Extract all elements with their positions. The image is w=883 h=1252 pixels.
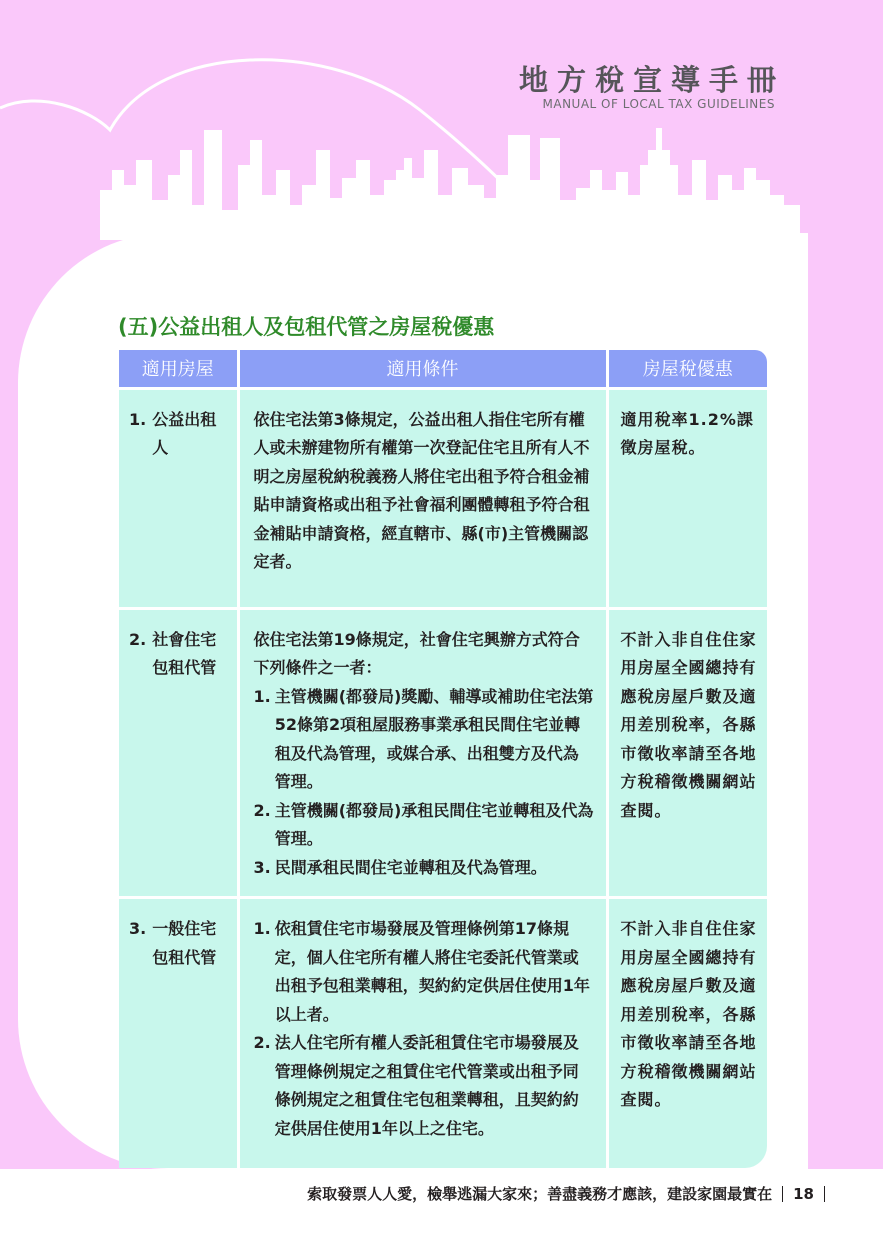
footer-slogan: 索取發票人人愛，檢舉逃漏大家來；善盡義務才應該，建設家園最實在 <box>307 1185 773 1203</box>
footer-band <box>0 1169 883 1252</box>
list-item: 3. 民間承租民間住宅並轉租及代為管理。 <box>253 857 547 877</box>
tax-benefit-table <box>119 350 767 1168</box>
benefit-cell <box>607 898 767 1168</box>
section-title: (五)公益出租人及包租代管之房屋稅優惠 <box>118 315 495 339</box>
benefit-cell <box>607 608 767 898</box>
benefit-text: 不計入非自住住家用房屋全國總持有應稅房屋戶數及適用差別稅率，各縣市徵收率請至各地方稅稽徵機關網站查閱。 <box>620 919 757 1109</box>
footer-divider <box>782 1186 783 1202</box>
row-number: 1. <box>129 409 147 429</box>
table-row <box>119 388 767 608</box>
benefit-text: 不計入非自住住家用房屋全國總持有應稅房屋戶數及適用差別稅率，各縣市徵收率請至各地方稅稽徵機關網站查閱。 <box>620 629 757 820</box>
conditions-cell <box>238 388 607 608</box>
header-applicable-house: 適用房屋 <box>119 350 238 388</box>
condition-intro: 依住宅法第19條規定，社會住宅興辦方式符合下列條件之一者： <box>253 629 580 677</box>
house-type-cell <box>119 898 238 1168</box>
manual-title: 地方稅宣導手冊 <box>518 63 785 97</box>
house-type-cell <box>119 388 238 608</box>
page-footer <box>307 1183 835 1204</box>
condition-text: 依住宅法第3條規定，公益出租人指住宅所有權人或未辦建物所有權第一次登記住宅且所有人不明之房屋稅納稅義務人將住宅出租予符合租金補貼申請資格或出租予社會福利團體轉租予符合租金補貼申請資格，經直轄市、縣(市)主管機關認定者。 <box>253 409 590 571</box>
header-applicable-conditions: 適用條件 <box>238 350 607 388</box>
house-type-cell <box>119 608 238 898</box>
manual-subtitle: MANUAL OF LOCAL TAX GUIDELINES <box>542 97 775 111</box>
benefit-cell <box>607 388 767 608</box>
house-type: 社會住宅包租代管 <box>152 629 217 677</box>
page-number: 18 <box>793 1184 814 1203</box>
table-row <box>119 898 767 1168</box>
house-type: 一般住宅包租代管 <box>152 919 217 967</box>
header-tax-benefit: 房屋稅優惠 <box>607 350 767 388</box>
row-number: 3. <box>129 919 147 938</box>
house-type: 公益出租人 <box>152 409 217 457</box>
list-item: 2. 法人住宅所有權人委託租賃住宅市場發展及管理條例規定之租賃住宅代管業或出租予同條例規定之租賃住宅包租業轉租，且契約約定供居住使用1年以上之住宅。 <box>253 1033 579 1138</box>
benefit-text: 適用稅率1.2%課徵房屋稅。 <box>620 409 754 457</box>
row-number: 2. <box>129 629 147 649</box>
table-header-row <box>119 350 767 388</box>
list-item: 1. 主管機關(都發局)獎勵、輔導或補助住宅法第52條第2項租屋服務事業承租民間住宅並轉租及代為管理，或媒合承、出租雙方及代為管理。 <box>253 686 594 791</box>
footer-divider <box>824 1186 825 1202</box>
list-item: 1. 依租賃住宅市場發展及管理條例第17條規定，個人住宅所有權人將住宅委託代管業或出租予包租業轉租，契約約定供居住使用1年以上者。 <box>253 919 590 1024</box>
city-skyline-illustration <box>0 0 883 300</box>
conditions-cell <box>238 608 607 898</box>
list-item: 2. 主管機關(都發局)承租民間住宅並轉租及代為管理。 <box>253 800 594 848</box>
table-row <box>119 608 767 898</box>
conditions-cell <box>238 898 607 1168</box>
